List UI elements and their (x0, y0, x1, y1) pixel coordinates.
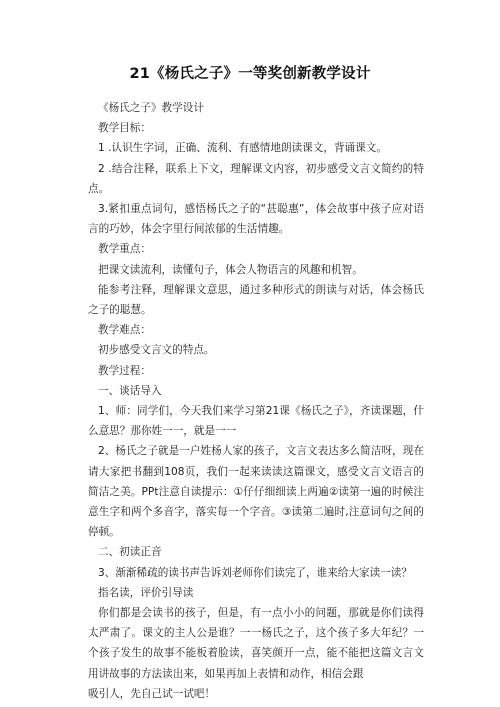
paragraph-try-it: 吸引人，先自己试一试吧！ (88, 687, 216, 700)
paragraph-difficulty: 初步感受文言文的特点。 (98, 344, 215, 357)
paragraph-subtitle: 《杨氏之子》教学设计 (98, 102, 204, 114)
paragraph-process-heading: 教学过程： (98, 364, 151, 377)
paragraph-difficulty-heading: 教学难点： (98, 324, 151, 337)
paragraph-step-2: 2、杨氏之子就是一户姓杨人家的孩子，文言文表达多么简洁呀，现在请大家把书翻到108页，我们一起来读读这篇课文，感受文言文语言的简洁之美。PPt注意自读提示：①仔仔细细读上两遍②读第一遍的时候注意生字和两个多音字，落实每一个字音。③读第二遍时,注意词句之间的停顿。 (88, 445, 424, 539)
paragraph-objective-3: 3.紧扣重点词句，感悟杨氏之子的“甚聪惠”，体会故事中孩子应对语言的巧妙，体会字里行间浓郁的生活情趣。 (88, 203, 424, 236)
paragraph-objective-1: 1 .认识生字词，正确、流利、有感情地朗读课文，背诵课文。 (98, 142, 387, 155)
paragraph-key-point-2: 能参考注释，理解课文意思，通过多种形式的朗读与对话，体会杨氏之子的聪慧。 (88, 283, 424, 317)
paragraph-step-1: 1、师：同学们，今天我们来学习第21课《杨氏之子》，齐读课题，什么意思？那你姓一一，就是一一 (88, 405, 424, 438)
paragraph-objectives-heading: 教学目标： (98, 122, 151, 135)
document-title: 21《杨氏之子》一等奖创新教学设计 (129, 66, 371, 82)
paragraph-storytelling: 你们都是会读书的孩子，但是，有一点小小的问题，那就是你们读得太严肃了。课文的主人公是谁？一一杨氏之子，这个孩子多大年纪？一个孩子发生的故事不能板着脸读，喜笑颜开一点，能不能把这篇文言文用讲故事的方法读出来，如果再加上表情和动作，相信会跟 (88, 607, 424, 680)
paragraph-section-2-heading: 二、初读正音 (98, 546, 162, 559)
paragraph-section-1-heading: 一、谈话导入 (98, 384, 162, 397)
document-body (88, 98, 424, 704)
paragraph-step-3: 3、渐渐稀疏的读书声告诉刘老师你们读完了，谁来给大家读一读？ (98, 566, 412, 579)
paragraph-key-point-1: 把课文读流利，读懂句子，体会人物语言的风趣和机智。 (98, 263, 363, 276)
paragraph-key-points-heading: 教学重点： (98, 243, 151, 256)
paragraph-read-evaluate: 指名读，评价引导读 (98, 586, 194, 599)
paragraph-objective-2: 2 .结合注释，联系上下文，理解课文内容，初步感受文言文简约的特点。 (88, 162, 424, 195)
